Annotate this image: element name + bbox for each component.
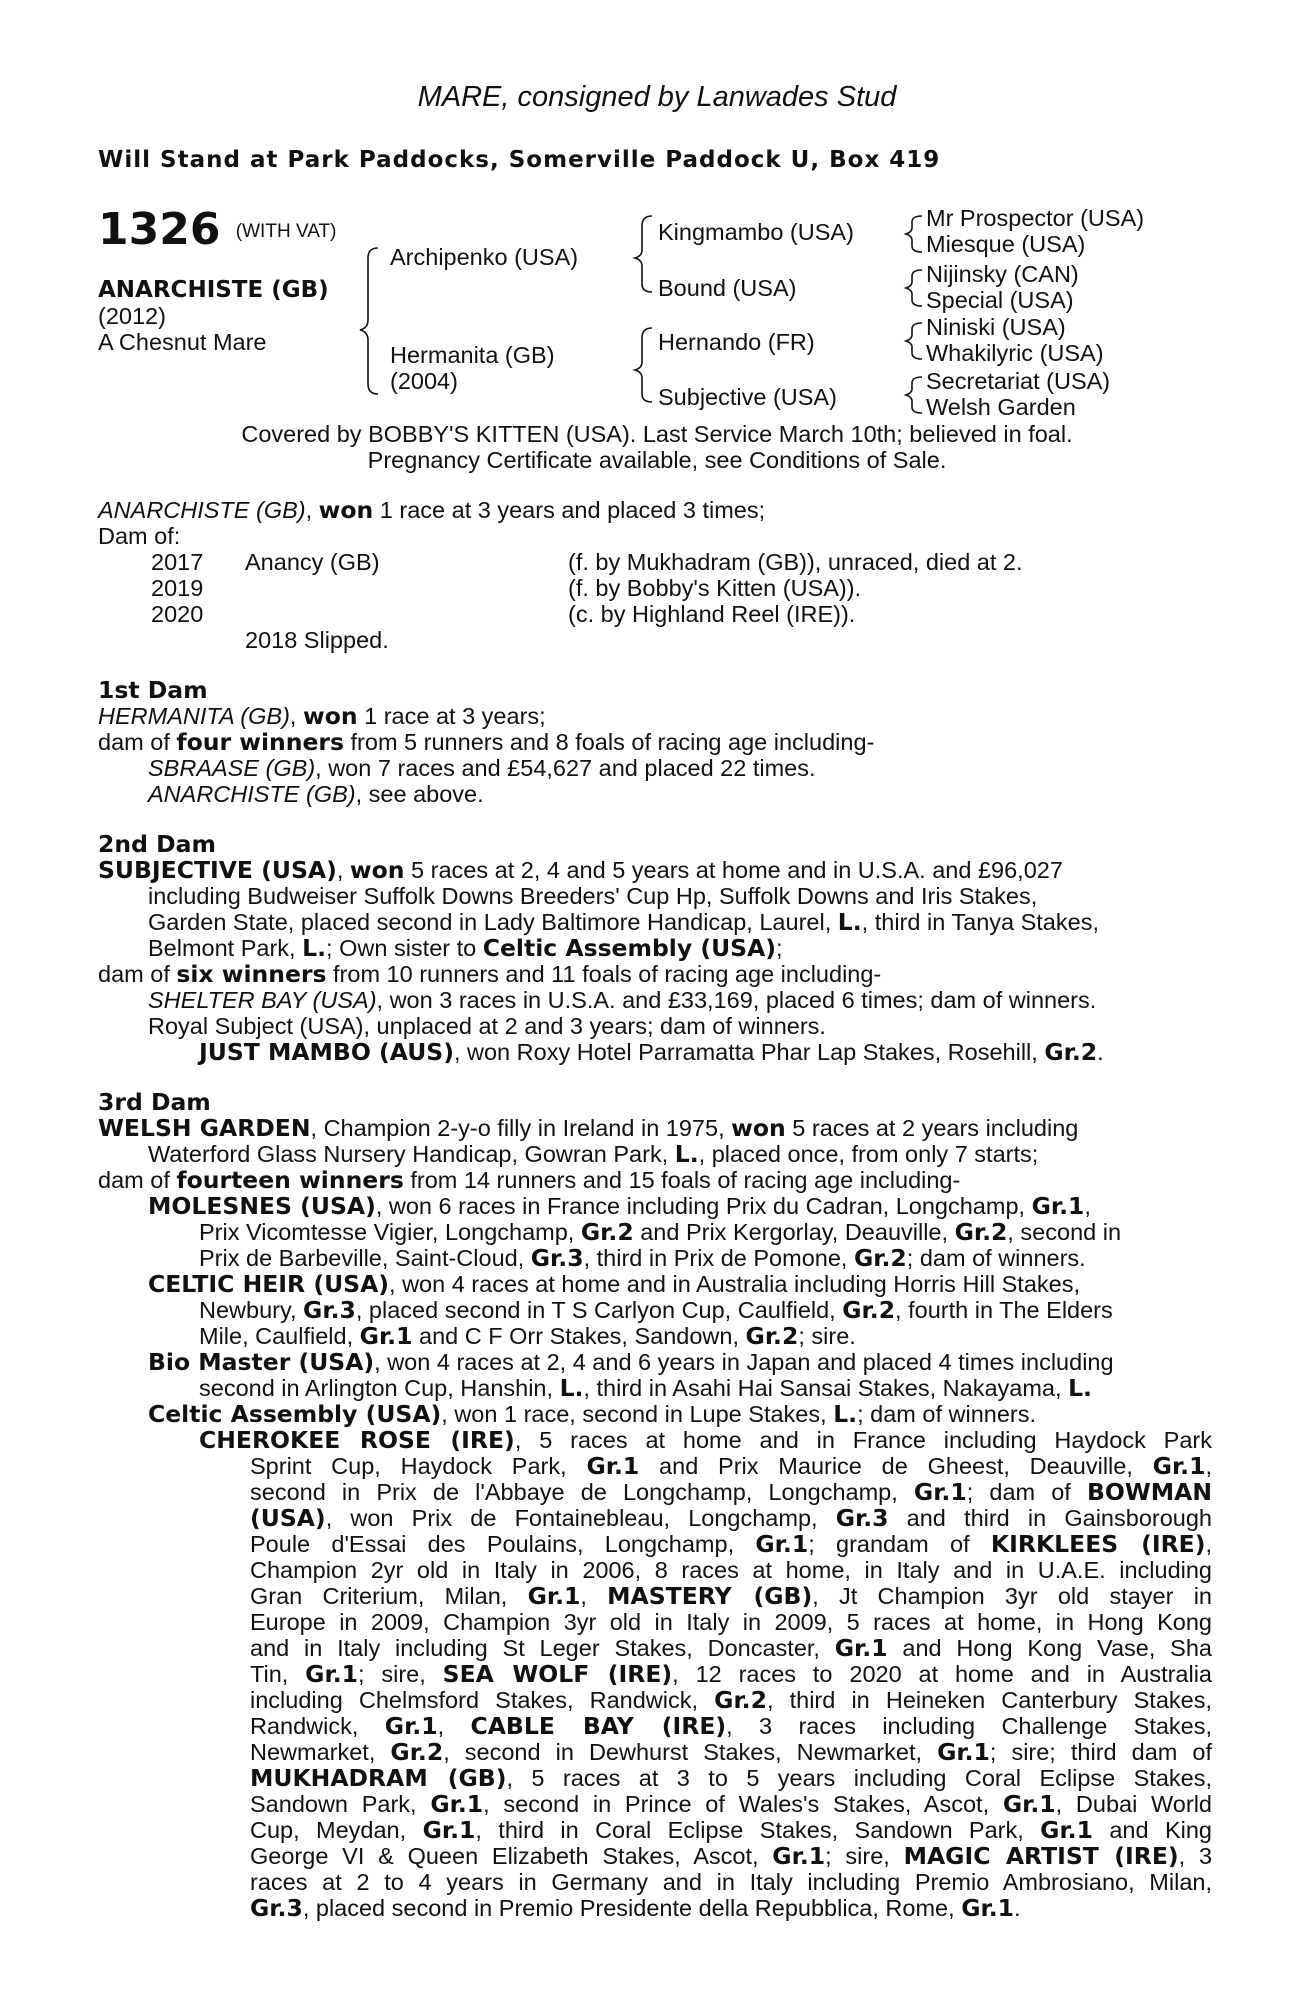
paragraph-line [250,1766,1212,1792]
first-dam-heading: 1st Dam [98,676,208,704]
text: , third in Heineken Canterbury Stakes, [766,1687,1212,1713]
paragraph-line [250,1636,1212,1662]
won: won [731,1114,786,1142]
text: from 14 runners and 15 foals of racing age including- [403,1167,961,1193]
winners-count: four winners [176,728,344,756]
produce-name: Anancy (GB) [245,549,380,575]
text: , [1205,1531,1212,1557]
covered-line: Covered by BOBBY'S KITTEN (USA). Last Service March 10th; believed in foal. [241,421,1073,447]
grade: Gr.2 [954,1218,1008,1246]
text: , won 4 races at 2, 4 and 6 years in Japan and placed 4 times including [374,1349,1114,1375]
text: Mile, Caulfield, [199,1323,360,1349]
text: Sandown Park, [250,1791,431,1817]
stand-location: Will Stand at Park Paddocks, Somerville Paddock U, Box 419 [98,147,941,173]
text: dam of [98,961,177,987]
text: Randwick, [250,1713,385,1739]
bold-text: Gr.1 [527,1582,581,1610]
bold-text: Gr.1 [913,1478,967,1506]
bold-text: Gr.1 [755,1530,809,1558]
paragraph-line [250,1870,1212,1896]
bold-text: (USA) [250,1504,326,1532]
gen3-brace-4 [906,377,922,413]
text: , won 7 races and £54,627 and placed 22 times. [315,755,816,781]
text: , won 1 race, second in Lupe Stakes, [441,1401,834,1427]
produce-detail: (c. by Highland Reel (IRE)). [568,601,856,627]
offspring-name: SBRAASE (GB) [148,755,316,781]
text: , 5 races at home and in France including Haydock Park [514,1427,1212,1453]
pedigree-dam-dam: Subjective (USA) [658,384,837,410]
molesnes-line [199,1220,1121,1246]
offspring-name: JUST MAMBO (AUS) [199,1038,454,1066]
bold-text: MAGIC ARTIST (IRE) [903,1842,1179,1870]
produce-detail: (f. by Mukhadram (GB)), unraced, died at 2. [568,549,1023,575]
grade: Gr.1 [359,1322,413,1350]
text: ; Own sister to [326,935,483,961]
text: , third in Prix de Pomone, [583,1245,854,1271]
pedigree-ssd: Miesque (USA) [926,231,1086,257]
pregnancy-note: Pregnancy Certificate available, see Conditions of Sale. [367,447,947,473]
second-dam-line: SUBJECTIVE (USA), won 5 races at 2, 4 and 5 years at home and in U.S.A. and £96,027 [98,856,1063,884]
text: , 3 races including Challenge Stakes, [726,1713,1213,1739]
grade: Gr.2 [580,1218,634,1246]
pedigree-sire-sire: Kingmambo (USA) [658,219,854,245]
text: Prix de Barbeville, Saint-Cloud, [199,1245,531,1271]
paragraph-line [250,1844,1212,1870]
text: , won Prix de Fontainebleau, Longchamp, [325,1505,836,1531]
offspring-name: ANARCHISTE (GB) [148,781,356,807]
bio-master-line [148,1350,1114,1376]
text: , won 6 races in France including Prix du Cadran, Longchamp, [375,1193,1032,1219]
horse-name: Celtic Assembly (USA) [482,934,777,962]
pedigree-dds: Secretariat (USA) [926,368,1111,394]
text: , placed second in T S Carlyon Cup, Caulfield, [355,1297,843,1323]
text: , third in Coral Eclipse Stakes, Sandown Park, [475,1817,1041,1843]
third-dam-heading: 3rd Dam [98,1088,211,1116]
text: and in Italy including St Leger Stakes, Doncaster, [250,1635,835,1661]
text: and Prix Kergorlay, Deauville, [633,1219,955,1245]
text: , [1205,1453,1212,1479]
celtic-heir-line [199,1298,1113,1324]
bold-text: CABLE BAY (IRE) [470,1712,727,1740]
paragraph-line [250,1584,1212,1610]
second-dam-offspring [148,988,1096,1014]
anarchiste-record [98,498,765,524]
second-dam-offspring [199,1040,1104,1066]
vat-note: (WITH VAT) [235,221,337,242]
first-dam-name: HERMANITA (GB) [98,703,290,729]
pedigree-sds: Nijinsky (CAN) [926,261,1079,287]
bold-text: CHEROKEE ROSE (IRE) [199,1426,515,1454]
text: ; dam of winners. [906,1245,1086,1271]
offspring-name: Celtic Assembly (USA) [148,1400,442,1428]
text: , [1084,1193,1091,1219]
text: dam of [98,729,177,755]
first-dam-offspring [148,782,484,808]
bold-text: Gr.1 [961,1894,1014,1922]
text: , second in Dewhurst Stakes, Newmarket, [443,1739,938,1765]
winners-count: fourteen winners [176,1166,404,1194]
second-dam-heading: 2nd Dam [98,830,216,858]
text: Champion 2yr old in Italy in 2006, 8 races at home, in Italy and in U.A.E. including [250,1557,1212,1583]
text: ; dam of [966,1479,1087,1505]
offspring-name: MOLESNES (USA) [148,1192,376,1220]
celtic-heir-line [148,1272,1080,1298]
horse-year: (2012) [98,303,166,329]
bold-text: Gr.2 [714,1686,767,1714]
paragraph-line [250,1714,1212,1740]
text: second in Arlington Cup, Hanshin, [199,1375,560,1401]
text: . [1097,1039,1104,1065]
paragraph-line [250,1896,1212,1922]
text: second in Prix de l'Abbaye de Longchamp, Longchamp, [250,1479,914,1505]
main-brace [360,248,378,394]
paragraph-line [250,1558,1212,1584]
text: Europe in 2009, Champion 3yr old in Italy in 2009, 5 races at home, in Hong Kong [250,1609,1212,1635]
pedigree-sdd: Special (USA) [926,287,1074,313]
text: , won 3 races in U.S.A. and £33,169, placed 6 times; dam of winners. [376,987,1097,1013]
second-dam-line [148,910,1099,936]
text: and Hong Kong Vase, Sha [887,1635,1212,1661]
lot-number-value: 1326 [98,204,221,255]
offspring-name: SHELTER BAY (USA) [148,987,377,1013]
bold-text: Gr.1 [937,1738,990,1766]
text: ; sire, [357,1661,443,1687]
celtic-assembly-line [148,1402,1036,1428]
text: Belmont Park, [148,935,303,961]
offspring-name: CELTIC HEIR (USA) [148,1270,390,1298]
grade: Gr.3 [530,1244,584,1272]
sire-brace [635,216,652,292]
anarchiste-name: ANARCHISTE (GB) [98,497,306,523]
first-dam-progeny [98,730,874,756]
bold-text: KIRKLEES (IRE) [990,1530,1206,1558]
paragraph-line [250,1818,1212,1844]
third-dam-line [98,1116,1078,1142]
text: , Dubai World [1055,1791,1212,1817]
text: and King [1092,1817,1212,1843]
grade: L. [559,1374,584,1402]
slipped-note: 2018 Slipped. [245,627,389,653]
text: , fourth in The Elders [895,1297,1113,1323]
text: , [580,1583,608,1609]
bold-text: SEA WOLF (IRE) [442,1660,673,1688]
celtic-heir-line [199,1324,856,1350]
text: , placed once, from only 7 starts; [698,1141,1039,1167]
pedigree-dam-sire: Hernando (FR) [658,329,815,355]
winners-count: six winners [176,960,327,988]
paragraph-line [250,1610,1212,1636]
paragraph-line [250,1506,1212,1532]
gen3-brace-3 [906,323,922,359]
produce-year: 2019 [151,575,204,601]
second-dam-won: won [349,856,405,884]
bold-text: Gr.3 [835,1504,889,1532]
horse-name: ANARCHISTE (GB) [98,277,329,303]
dam-of-label: Dam of: [98,523,181,549]
text: , second in [1007,1219,1122,1245]
text: ; grandam of [808,1531,991,1557]
bold-text: Gr.1 [834,1634,888,1662]
text: , see above. [355,781,484,807]
pedigree-sire: Archipenko (USA) [390,244,579,270]
text: Newbury, [199,1297,304,1323]
first-dam-line: HERMANITA (GB), won 1 race at 3 years; [98,702,546,730]
text: , second in Prince of Wales's Stakes, Ascot, [483,1791,1003,1817]
second-dam-name: SUBJECTIVE (USA) [98,856,337,884]
third-dam-name: WELSH GARDEN [98,1114,311,1142]
paragraph-line [250,1662,1212,1688]
bold-text: Gr.1 [430,1790,484,1818]
bold-text: Gr.1 [772,1842,826,1870]
third-dam-line [148,1142,1038,1168]
bold-text: Gr.1 [1002,1790,1056,1818]
text: and Prix Maurice de Gheest, Deauville, [639,1453,1153,1479]
bold-text: Gr.2 [390,1738,444,1766]
produce-detail: (f. by Bobby's Kitten (USA)). [568,575,862,601]
grade: L. [302,934,327,962]
grade: L. [833,1400,858,1428]
text: , third in Asahi Hai Sansai Stakes, Nakayama, [583,1375,1069,1401]
bio-master-line [199,1376,1092,1402]
text: races at 2 to 4 years in Germany and in Italy including Premio Ambrosiano, Milan, [250,1869,1212,1895]
produce-year: 2020 [151,601,204,627]
text: Prix Vicomtesse Vigier, Longchamp, [199,1219,581,1245]
text: ; sire; third dam of [989,1739,1212,1765]
text: Tin, [250,1661,306,1687]
bold-text: Gr.1 [1152,1452,1206,1480]
text: dam of [98,1167,177,1193]
grade: L. [674,1140,699,1168]
text: , Jt Champion 3yr old stayer in [812,1583,1212,1609]
text: from 5 runners and 8 foals of racing age including- [344,729,875,755]
text: ; sire. [798,1323,856,1349]
first-dam-rest: 1 race at 3 years; [357,703,546,729]
paragraph-line [199,1428,1212,1454]
pedigree-dam-year: (2004) [390,368,458,394]
pedigree-dss: Niniski (USA) [926,314,1066,340]
grade: Gr.2 [745,1322,799,1350]
bold-text: Gr.1 [586,1452,640,1480]
dam-brace [635,328,652,402]
second-dam-offspring: Royal Subject (USA), unplaced at 2 and 3 years; dam of winners. [148,1013,826,1039]
bold-text: Gr.1 [1040,1816,1093,1844]
text: Garden State, placed second in Lady Baltimore Handicap, Laurel, [148,909,838,935]
text: , 3 [1178,1843,1213,1869]
text: Cup, Meydan, [250,1817,423,1843]
grade: Gr.2 [1044,1038,1098,1066]
bold-text: Gr.3 [250,1894,303,1922]
pedigree-ddd: Welsh Garden [926,394,1076,420]
anarchiste-rest: 1 race at 3 years and placed 3 times; [373,497,766,523]
molesnes-line [199,1246,1086,1272]
text: , won 4 races at home and in Australia including Horris Hill Stakes, [389,1271,1080,1297]
offspring-name: Bio Master (USA) [148,1348,375,1376]
text: , 5 races at 3 to 5 years including Coral Eclipse Stakes, [506,1765,1212,1791]
grade: Gr.3 [303,1296,356,1324]
text: , 12 races to 2020 at home and in Australia [672,1661,1213,1687]
paragraph-line [250,1740,1212,1766]
bold-text: Gr.1 [305,1660,358,1688]
paragraph-line [250,1454,1212,1480]
text: , [437,1713,471,1739]
grade: Gr.2 [842,1296,896,1324]
pedigree-sss: Mr Prospector (USA) [926,205,1145,231]
text: Gran Criterium, Milan, [250,1583,528,1609]
pedigree-dam: Hermanita (GB) [390,342,555,368]
second-dam-progeny [98,962,881,988]
paragraph-line [250,1688,1212,1714]
text: , third in Tanya Stakes, [861,909,1099,935]
text: Waterford Glass Nursery Handicap, Gowran Park, [148,1141,675,1167]
paragraph-line [250,1480,1212,1506]
text: 5 races at 2 years including [785,1115,1079,1141]
text: . [1014,1895,1021,1921]
first-dam-won: won [302,702,358,730]
bold-text: Gr.1 [384,1712,438,1740]
paragraph-line [250,1532,1212,1558]
anarchiste-won: won [318,496,374,524]
text: ; sire, [825,1843,904,1869]
text: , Champion 2-y-o filly in Ireland in 1975, [310,1115,732,1141]
gen3-brace-1 [906,216,922,252]
text: ; dam of winners. [857,1401,1037,1427]
second-dam-line: including Budweiser Suffolk Downs Breeders' Cup Hp, Suffolk Downs and Iris Stakes, [148,883,1038,909]
text: , placed second in Premio Presidente della Repubblica, Rome, [302,1895,962,1921]
text: George VI & Queen Elizabeth Stakes, Ascot, [250,1843,773,1869]
text: from 10 runners and 11 foals of racing age including- [326,961,882,987]
text: 5 races at 2, 4 and 5 years at home and in U.S.A. and £96,027 [404,857,1063,883]
grade: L. [1068,1374,1092,1402]
gen3-brace-2 [906,270,922,306]
text: and third in Gainsborough [888,1505,1212,1531]
text: , won Roxy Hotel Parramatta Phar Lap Stakes, Rosehill, [453,1039,1045,1065]
first-dam-offspring [148,756,816,782]
paragraph-line [250,1792,1212,1818]
bold-text: Gr.1 [422,1816,476,1844]
grade: Gr.1 [1031,1192,1085,1220]
text: Poule d'Essai des Poulains, Longchamp, [250,1531,756,1557]
produce-year: 2017 [151,549,204,575]
bold-text: BOWMAN [1086,1478,1212,1506]
page-title: MARE, consigned by Lanwades Stud [417,81,897,113]
text: ; [776,935,783,961]
molesnes-line [148,1194,1091,1220]
pedigree-dsd: Whakilyric (USA) [926,340,1104,366]
text: Sprint Cup, Haydock Park, [250,1453,587,1479]
horse-description: A Chesnut Mare [98,329,267,355]
anarchiste-comma: , [305,497,319,523]
pedigree-sire-dam: Bound (USA) [658,275,797,301]
text: Newmarket, [250,1739,391,1765]
text: including Chelmsford Stakes, Randwick, [250,1687,715,1713]
bold-text: MASTERY (GB) [607,1582,813,1610]
bold-text: MUKHADRAM (GB) [250,1764,507,1792]
text: and C F Orr Stakes, Sandown, [412,1323,746,1349]
grade: L. [837,908,862,936]
grade: Gr.2 [853,1244,907,1272]
second-dam-line [148,936,783,962]
third-dam-progeny [98,1168,960,1194]
